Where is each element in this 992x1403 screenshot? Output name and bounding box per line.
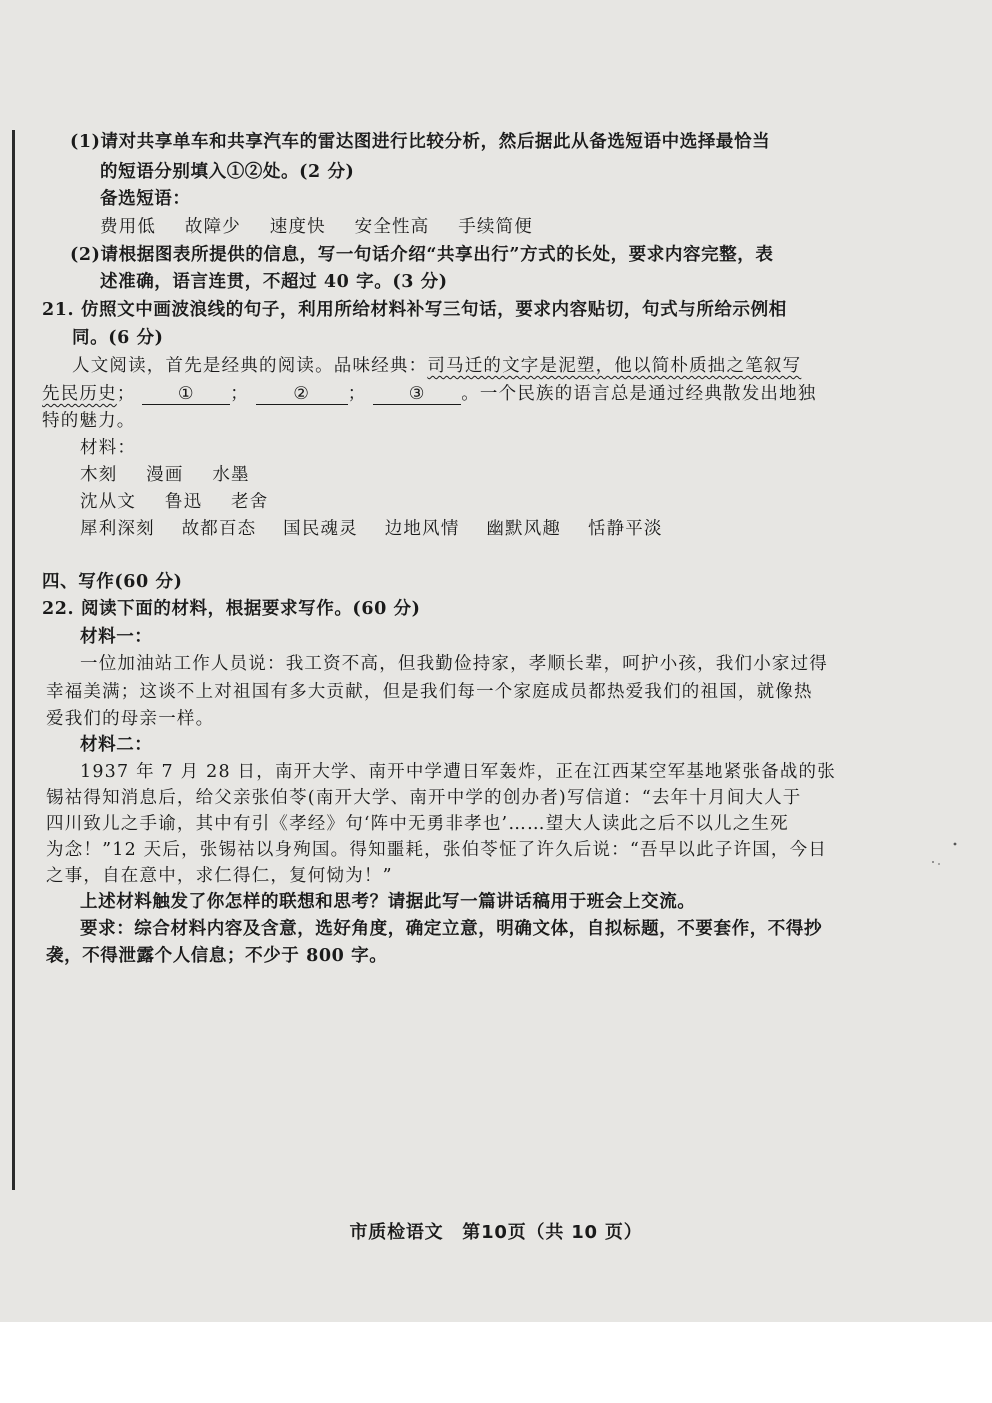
q22-material2-line3: 四川致儿之手谕，其中有引《孝经》句‘阵中无勇非孝也’……望大人读此之后不以儿之生死 <box>46 814 789 834</box>
binding-margin-line <box>12 130 15 1190</box>
answer-blank-3[interactable]: ③ <box>373 384 461 405</box>
answer-blank-2[interactable]: ② <box>256 384 348 405</box>
q21-text-line2 <box>42 382 817 406</box>
q21-stem-line1: 21. 仿照文中画波浪线的句子，利用所给材料补写三句话，要求内容贴切，句式与所给示例相 <box>42 300 787 320</box>
q22-prompt: 上述材料触发了你怎样的联想和思考？请据此写一篇讲话稿用于班会上交流。 <box>80 892 696 912</box>
material-item: 漫画 <box>146 465 184 485</box>
option-item: 安全性高 <box>354 217 430 237</box>
option-item: 手续简便 <box>458 217 534 237</box>
q20-options-heading: 备选短语： <box>100 189 191 209</box>
wavy-underlined-example: 司马迁的文字是泥塑，他以简朴质拙之笔叙写 <box>427 356 802 376</box>
option-item: 速度快 <box>269 217 326 237</box>
separator: ； <box>347 384 367 404</box>
material-item: 边地风情 <box>384 519 460 539</box>
q21-materials-row2 <box>80 490 268 514</box>
q21-text-line3: 特的魅力。 <box>42 411 136 431</box>
q22-requirements-line1: 要求：综合材料内容及含意，选好角度，确定立意，明确文体，自拟标题，不要套作，不得抄 <box>80 919 823 939</box>
q20-part2-line1: (2)请根据图表所提供的信息，写一句话介绍“共享出行”方式的长处，要求内容完整，表 <box>70 245 774 265</box>
q21-materials-row3 <box>80 517 663 541</box>
q20-part2-line2: 述准确，语言连贯，不超过 40 字。(3 分) <box>100 272 448 292</box>
material-item: 鲁迅 <box>164 492 203 512</box>
q22-material1-heading: 材料一： <box>80 627 153 647</box>
q21-stem-line2: 同。(6 分) <box>72 328 164 348</box>
q22-stem: 22. 阅读下面的材料，根据要求写作。(60 分) <box>42 599 421 619</box>
q21-materials-heading: 材料： <box>80 438 137 458</box>
q21-materials-row1 <box>80 463 250 487</box>
q22-material2-heading: 材料二： <box>80 735 153 755</box>
separator: ； <box>230 384 249 404</box>
material-item: 沈从文 <box>80 492 137 512</box>
material-item: 故都百态 <box>181 519 257 539</box>
section4-heading: 四、写作(60 分) <box>42 572 183 592</box>
q22-material2-line1: 1937 年 7 月 28 日，南开大学、南开中学遭日军轰炸，正在江西某空军基地紧张备战的张 <box>80 762 836 782</box>
q22-material1-line2: 幸福美满；这谈不上对祖国有多大贡献，但是我们每一个家庭成员都热爱我们的祖国，就像热 <box>46 682 813 702</box>
option-item: 费用低 <box>100 217 157 237</box>
material-item: 幽默风趣 <box>486 519 562 539</box>
material-item: 国民魂灵 <box>283 519 358 539</box>
q22-material1-line1: 一位加油站工作人员说：我工资不高，但我勤俭持家，孝顺长辈，呵护小孩，我们小家过得 <box>80 654 828 674</box>
q22-requirements-line2: 袭，不得泄露个人信息；不少于 800 字。 <box>46 946 388 966</box>
q21-text-prefix: 人文阅读，首先是经典的阅读。品味经典： <box>72 356 428 376</box>
q22-material2-line2: 锡祜得知消息后，给父亲张伯苓(南开大学、南开中学的创办者)写信道：“去年十月间大人于 <box>46 788 802 808</box>
q21-text-tail: 。一个民族的语言总是通过经典散发出地独 <box>461 384 817 404</box>
q22-material2-line4: 为念！”12 天后，张锡祜以身殉国。得知噩耗，张伯苓怔了许久后说：“吾早以此子许国，今日 <box>46 840 828 860</box>
material-item: 老舍 <box>231 492 269 512</box>
answer-blank-1[interactable]: ① <box>142 384 230 405</box>
page-footer: 市质检语文 第10页（共 10 页） <box>349 1222 643 1243</box>
material-item: 水墨 <box>212 465 250 485</box>
q21-text-line1 <box>72 354 801 378</box>
scan-specks <box>925 840 965 870</box>
material-item: 木刻 <box>80 465 118 485</box>
material-item: 恬静平淡 <box>587 519 663 539</box>
separator: ； <box>116 384 136 404</box>
option-item: 故障少 <box>184 217 241 237</box>
q22-material1-line3: 爱我们的母亲一样。 <box>46 709 215 729</box>
wavy-underlined-example-end: 先民历史 <box>42 384 117 404</box>
q20-part1-line2: 的短语分别填入①②处。(2 分) <box>100 162 355 182</box>
q22-material2-line5: 之事，自在意中，求仁得仁，复何恸为！” <box>46 866 393 886</box>
q20-part1-line1: (1)请对共享单车和共享汽车的雷达图进行比较分析，然后据此从备选短语中选择最恰当 <box>70 132 771 152</box>
q20-options <box>100 215 533 239</box>
material-item: 犀利深刻 <box>80 519 155 539</box>
